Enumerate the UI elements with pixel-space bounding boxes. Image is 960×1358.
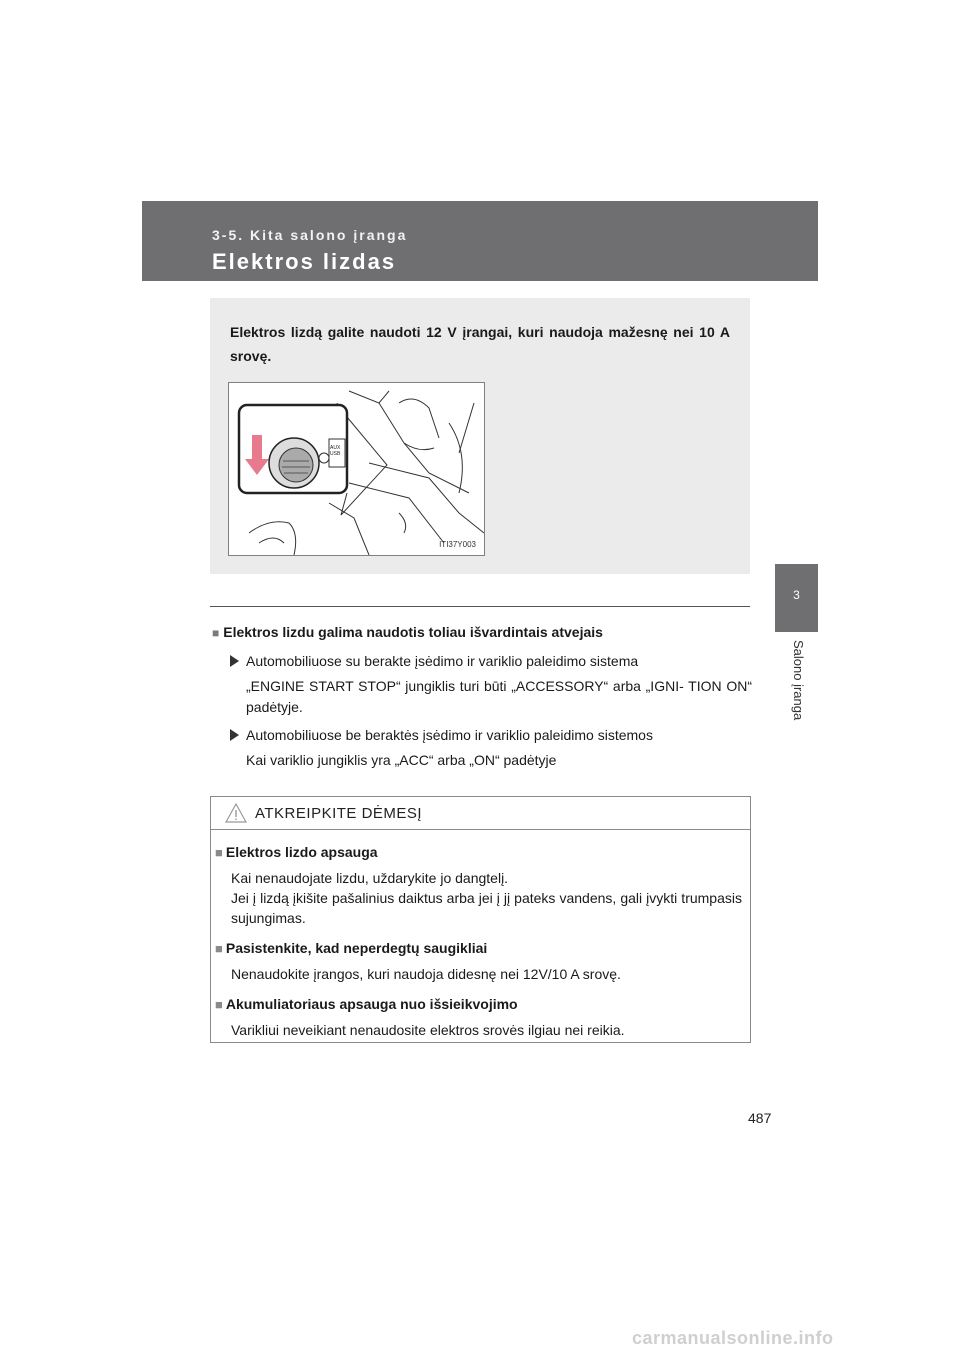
power-outlet-drawing — [229, 383, 484, 555]
chapter-tab[interactable] — [775, 564, 818, 632]
page-title: Elektros lizdas — [212, 249, 397, 274]
triangle-bullet-icon — [230, 729, 239, 741]
list-item-title: Automobiliuose su berakte įsėdimo ir variklio paleidimo sistema — [246, 653, 639, 669]
square-bullet-icon: ■ — [212, 626, 220, 640]
list-item — [212, 724, 752, 746]
figure-code: ITI37Y003 — [439, 540, 476, 549]
caution-section-title: ■ Elektros lizdo apsauga — [215, 844, 378, 860]
intro-box — [210, 298, 750, 574]
warning-triangle-icon — [225, 803, 247, 823]
section-breadcrumb: 3-5. Kita salono įranga — [212, 227, 408, 243]
caution-body — [211, 830, 750, 1040]
aux-label: AUX — [330, 445, 341, 451]
list-item-title: Automobiliuose be beraktės įsėdimo ir variklio paleidimo sistemos — [246, 727, 653, 743]
square-bullet-icon: ■ — [215, 997, 223, 1012]
caution-label: ATKREIPKITE DĖMESĮ — [255, 805, 423, 822]
chapter-label: Salono įranga — [791, 640, 806, 721]
square-bullet-icon: ■ — [215, 845, 223, 860]
notes-section — [212, 624, 752, 771]
caution-section-text: Nenaudokite įrangos, kuri naudoja didesnę nei 12V/10 A srovę. — [231, 966, 621, 982]
caution-header — [211, 797, 750, 830]
list-item-detail: Kai variklio jungiklis yra „ACC“ arba „ON“ padėtyje — [246, 752, 557, 768]
caution-box — [210, 796, 751, 1043]
page-number: 487 — [748, 1110, 772, 1126]
section-header — [142, 201, 818, 281]
caution-section-title: ■ Pasistenkite, kad neperdegtų saugikliai — [215, 940, 488, 956]
intro-text: Elektros lizdą galite naudoti 12 V įrangai, kuri naudoja mažesnę nei 10 A srovę. — [230, 324, 730, 364]
list-item-detail: „ENGINE START STOP“ jungiklis turi būti „ACCESSORY“ arba „IGNI- TION ON“ padėtyje. — [246, 678, 752, 715]
list-item — [212, 650, 752, 672]
watermark: carmanualsonline.info — [632, 1328, 834, 1348]
triangle-bullet-icon — [230, 655, 239, 667]
chapter-number: 3 — [793, 588, 800, 602]
notes-heading: ■ Elektros lizdu galima naudotis toliau išvardintais atvejais — [212, 624, 603, 640]
caution-section-title: ■ Akumuliatoriaus apsauga nuo išsieikvojimo — [215, 996, 518, 1012]
caution-section-text: Jei į lizdą įkišite pašalinius daiktus arba jei į jį pateks vandens, gali įvykti trumpasis sujungimas. — [231, 890, 742, 926]
power-outlet-illustration — [228, 382, 485, 556]
usb-label: USB — [330, 451, 341, 457]
section-divider — [210, 606, 750, 607]
caution-section-text: Varikliui neveikiant nenaudosite elektros srovės ilgiau nei reikia. — [231, 1022, 625, 1038]
square-bullet-icon: ■ — [215, 941, 223, 956]
caution-section-text: Kai nenaudojate lizdu, uždarykite jo dangtelį. — [231, 870, 509, 886]
